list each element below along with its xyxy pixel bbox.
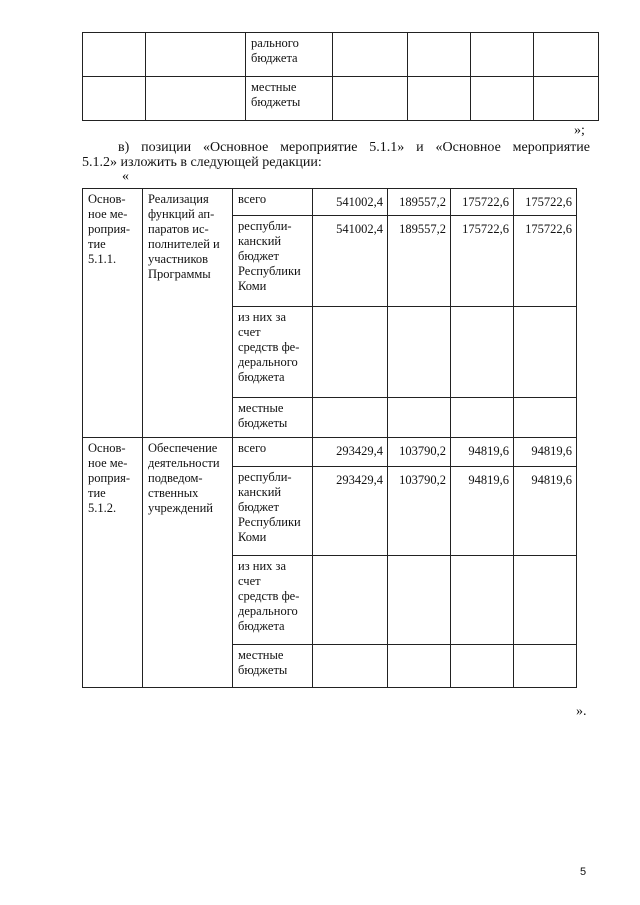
value-cell: 103790,2 (388, 467, 451, 556)
value-cell (388, 398, 451, 438)
table-cell (83, 33, 146, 77)
value-cell: 94819,6 (514, 438, 577, 467)
table-cell (333, 33, 408, 77)
cell-line: канский (238, 485, 282, 499)
cell-line: дерального (238, 604, 298, 618)
source-cell (233, 438, 313, 467)
cell-line: роприя- (88, 471, 131, 485)
value-cell (514, 645, 577, 688)
value-cell: 189557,2 (388, 216, 451, 307)
cell-line: бюджета (238, 619, 285, 633)
table-row (83, 189, 577, 216)
value-cell (388, 307, 451, 398)
paragraph-line: 5.1.2» изложить в следующей редакции: (82, 155, 322, 170)
top-table-fragment (82, 32, 599, 121)
value-cell: 94819,6 (451, 438, 514, 467)
table-cell (534, 77, 599, 121)
cell-line: дерального (238, 355, 298, 369)
cell-line: тие (88, 237, 106, 251)
closing-quote: »; (574, 123, 585, 138)
cell-line: бюджета (238, 370, 285, 384)
opening-quote: « (122, 169, 129, 184)
cell-line: рального (251, 36, 299, 50)
cell-line: бюджеты (251, 95, 301, 109)
value-cell (514, 398, 577, 438)
table-cell (146, 77, 246, 121)
table-cell (408, 33, 471, 77)
table-cell (408, 77, 471, 121)
value-cell: 175722,6 (451, 189, 514, 216)
cell-line: местные (238, 401, 284, 415)
source-cell (233, 216, 313, 307)
cell-line: Обеспечение (148, 441, 218, 455)
value-cell (451, 556, 514, 645)
value-cell (514, 556, 577, 645)
cell-line: подведом- (148, 471, 203, 485)
source-cell (233, 645, 313, 688)
table-cell (83, 77, 146, 121)
cell-line: паратов ис- (148, 222, 209, 236)
cell-line: Основ- (88, 441, 126, 455)
value-cell: 94819,6 (514, 467, 577, 556)
cell-line: Республики (238, 264, 301, 278)
activity-name-cell (143, 189, 233, 438)
source-cell (233, 467, 313, 556)
cell-line: из них за (238, 559, 286, 573)
value-cell: 189557,2 (388, 189, 451, 216)
cell-line: местные (238, 648, 284, 662)
value-cell (514, 307, 577, 398)
cell-line: 5.1.1. (88, 252, 117, 266)
cell-line: бюджет (238, 500, 279, 514)
value-cell: 541002,4 (313, 189, 388, 216)
closing-quote: ». (576, 704, 587, 719)
cell-line: деятельности (148, 456, 220, 470)
value-cell: 293429,4 (313, 467, 388, 556)
cell-line: Коми (238, 530, 267, 544)
source-cell (233, 398, 313, 438)
value-cell: 103790,2 (388, 438, 451, 467)
cell-line: счет (238, 574, 261, 588)
value-cell (313, 556, 388, 645)
table-cell (471, 33, 534, 77)
cell-line: Коми (238, 279, 267, 293)
source-cell (233, 189, 313, 216)
cell-line: бюджет (238, 249, 279, 263)
activity-name-cell (143, 438, 233, 688)
cell-line: ное ме- (88, 207, 128, 221)
cell-line: из них за (238, 310, 286, 324)
table-row (83, 33, 599, 77)
cell-line: Реализация (148, 192, 209, 206)
value-cell: 94819,6 (451, 467, 514, 556)
value-cell (451, 398, 514, 438)
cell-line: ное ме- (88, 456, 128, 470)
cell-line: средств фе- (238, 340, 300, 354)
cell-line: республи- (238, 219, 292, 233)
cell-line: 5.1.2. (88, 501, 117, 515)
cell-line: канский (238, 234, 282, 248)
cell-line: функций ап- (148, 207, 215, 221)
value-cell (388, 645, 451, 688)
table-row (83, 438, 577, 467)
source-cell (233, 556, 313, 645)
cell-line: счет (238, 325, 261, 339)
measure-cell (83, 189, 143, 438)
value-cell: 175722,6 (514, 216, 577, 307)
cell-line: всего (238, 192, 267, 206)
value-cell: 541002,4 (313, 216, 388, 307)
value-cell (313, 645, 388, 688)
value-cell (451, 307, 514, 398)
paragraph-line: в) позиции «Основное мероприятие 5.1.1» и «Основное мероприятие (118, 140, 590, 155)
source-cell (233, 307, 313, 398)
value-cell (313, 307, 388, 398)
value-cell (313, 398, 388, 438)
cell-line: ственных (148, 486, 199, 500)
value-cell: 293429,4 (313, 438, 388, 467)
measure-cell (83, 438, 143, 688)
cell-line: участников (148, 252, 209, 266)
page-number: 5 (580, 866, 587, 878)
cell-line: Республики (238, 515, 301, 529)
cell-line: Основ- (88, 192, 126, 206)
cell-line: бюджета (251, 51, 298, 65)
cell-line: роприя- (88, 222, 131, 236)
cell-line: всего (238, 441, 267, 455)
table-cell (471, 77, 534, 121)
value-cell (388, 556, 451, 645)
cell-line: республи- (238, 470, 292, 484)
table-cell (333, 77, 408, 121)
activities-table (82, 188, 577, 688)
cell-line: бюджеты (238, 663, 288, 677)
cell-line: Программы (148, 267, 211, 281)
cell-line: полнителей и (148, 237, 220, 251)
cell-line: средств фе- (238, 589, 300, 603)
cell-line: учреждений (148, 501, 213, 515)
value-cell (451, 645, 514, 688)
source-cell (246, 77, 333, 121)
table-cell (146, 33, 246, 77)
cell-line: местные (251, 80, 297, 94)
cell-line: бюджеты (238, 416, 288, 430)
source-cell (246, 33, 333, 77)
value-cell: 175722,6 (451, 216, 514, 307)
table-cell (534, 33, 599, 77)
value-cell: 175722,6 (514, 189, 577, 216)
table-row (83, 77, 599, 121)
cell-line: тие (88, 486, 106, 500)
